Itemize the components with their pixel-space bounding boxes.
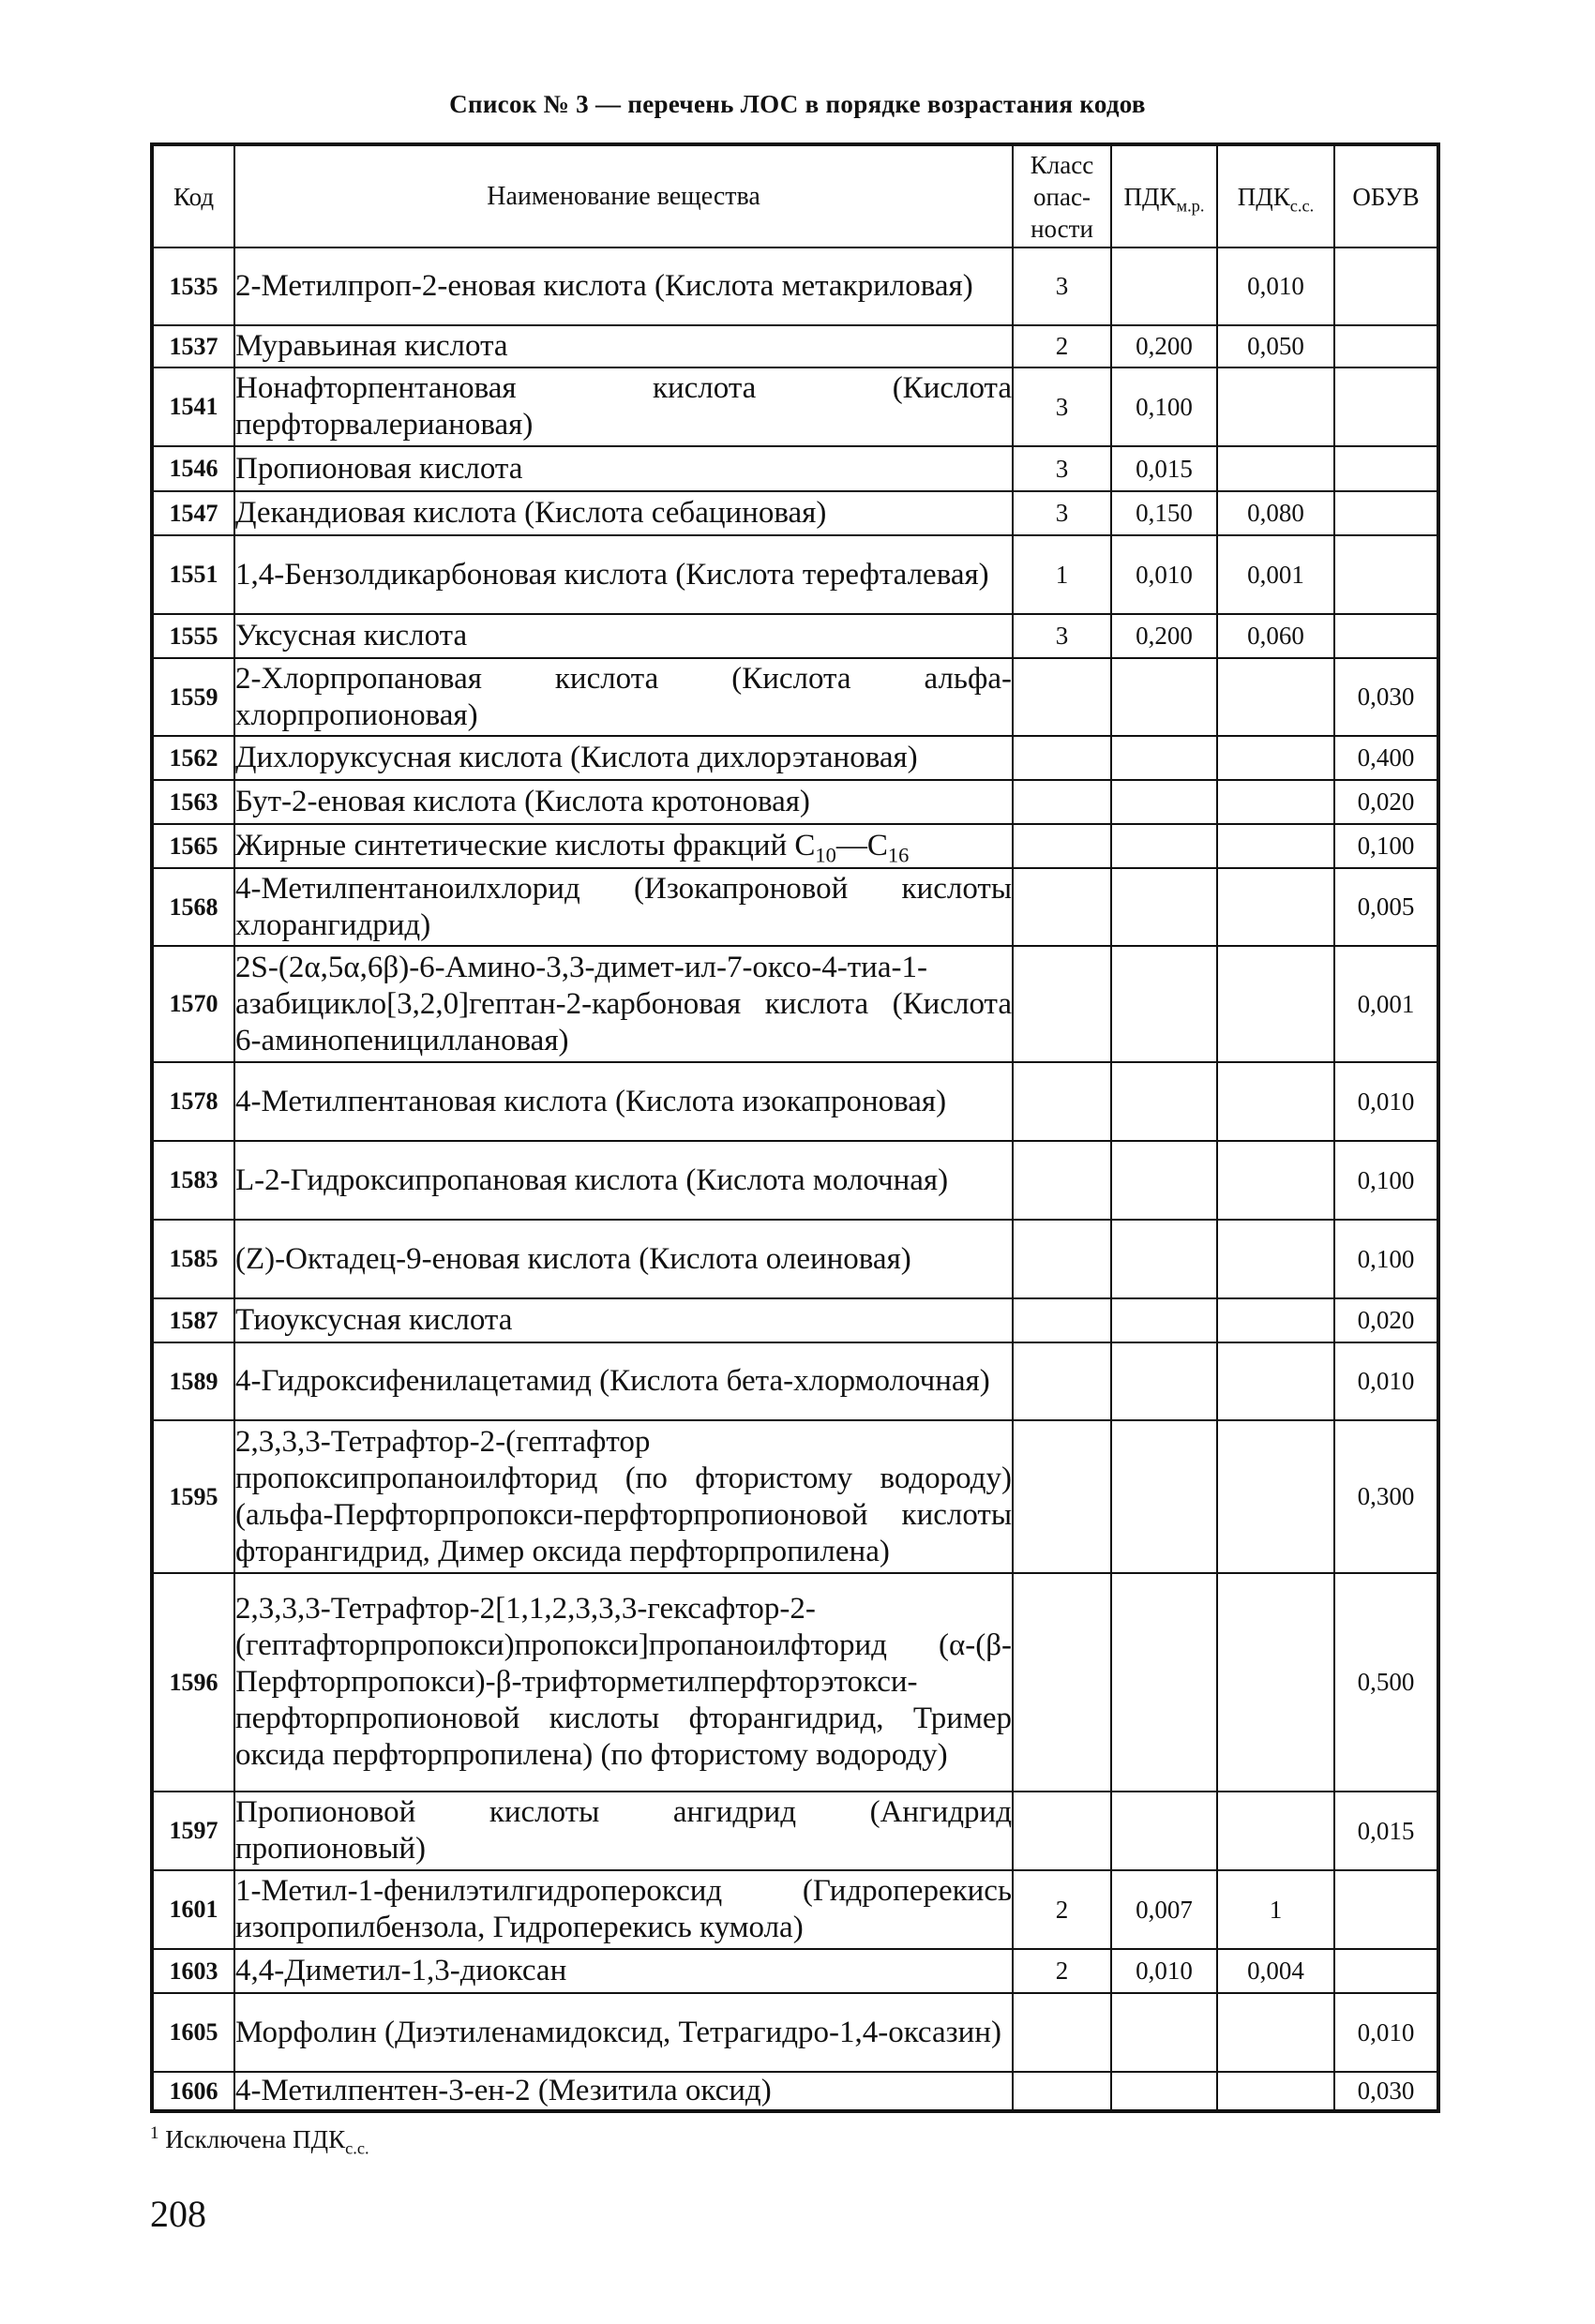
cell-code: 1578 — [152, 1062, 234, 1141]
table-row — [152, 446, 1438, 491]
cell-code: 1603 — [152, 1949, 234, 1993]
cell-pdk-ss — [1217, 446, 1334, 491]
cell-pdk-mr — [1111, 824, 1217, 868]
cell-pdk-mr — [1111, 1792, 1217, 1870]
cell-obuv: 0,010 — [1334, 1342, 1438, 1420]
cell-pdk-ss: 0,004 — [1217, 1949, 1334, 1993]
header-pdk-ss-sub: с.с. — [1289, 195, 1315, 215]
cell-class: 1 — [1013, 535, 1111, 614]
cell-obuv — [1334, 535, 1438, 614]
cell-name: Морфолин (Диэтиленамидоксид, Тетрагидро-1,4-оксазин) — [234, 1993, 1013, 2072]
table-row — [152, 1062, 1438, 1141]
cell-code: 1537 — [152, 325, 234, 367]
table-row — [152, 247, 1438, 325]
table-row — [152, 824, 1438, 868]
cell-name: 1,4-Бензолдикарбоновая кислота (Кислота терефталевая) — [234, 535, 1013, 614]
cell-pdk-ss — [1217, 780, 1334, 824]
cell-class — [1013, 1062, 1111, 1141]
cell-pdk-mr — [1111, 946, 1217, 1062]
cell-obuv — [1334, 446, 1438, 491]
cell-pdk-ss — [1217, 1220, 1334, 1298]
header-pdk-ss — [1217, 144, 1334, 247]
cell-pdk-ss: 1 — [1217, 1870, 1334, 1949]
cell-pdk-mr — [1111, 1342, 1217, 1420]
cell-code: 1596 — [152, 1573, 234, 1792]
table-row — [152, 736, 1438, 780]
cell-obuv — [1334, 325, 1438, 367]
table-row — [152, 1870, 1438, 1949]
cell-name-dash: —C — [835, 829, 888, 862]
cell-class: 3 — [1013, 491, 1111, 535]
cell-obuv: 0,100 — [1334, 1220, 1438, 1298]
cell-class: 3 — [1013, 247, 1111, 325]
cell-obuv — [1334, 367, 1438, 446]
cell-obuv: 0,020 — [1334, 780, 1438, 824]
cell-name: Муравьиная кислота — [234, 325, 1013, 367]
cell-name: Нонафторпентановая кислота (Кислота перфторвалериановая) — [234, 367, 1013, 446]
cell-pdk-ss: 0,010 — [1217, 247, 1334, 325]
cell-name: 2-Хлорпропановая кислота (Кислота альфа-хлорпропионовая) — [234, 658, 1013, 736]
cell-class — [1013, 824, 1111, 868]
table-row — [152, 1342, 1438, 1420]
cell-pdk-mr: 0,200 — [1111, 614, 1217, 658]
header-pdk-ss-base: ПДК — [1237, 182, 1290, 211]
header-class — [1013, 144, 1111, 247]
cell-pdk-mr: 0,015 — [1111, 446, 1217, 491]
cell-pdk-ss: 0,080 — [1217, 491, 1334, 535]
table-row — [152, 1949, 1438, 1993]
cell-code: 1547 — [152, 491, 234, 535]
cell-name: 4-Метилпентен-3-ен-2 (Мезитила оксид) — [234, 2072, 1013, 2111]
table-row — [152, 491, 1438, 535]
cell-class — [1013, 946, 1111, 1062]
header-class-line-2: опас- — [1033, 182, 1091, 211]
cell-pdk-mr — [1111, 736, 1217, 780]
table-row — [152, 1220, 1438, 1298]
cell-name: 4-Метилпентаноилхлорид (Изокапроновой кислоты хлорангидрид) — [234, 868, 1013, 946]
cell-pdk-ss — [1217, 1420, 1334, 1573]
header-name: Наименование вещества — [234, 144, 1013, 247]
cell-pdk-mr — [1111, 1573, 1217, 1792]
header-class-line-1: Класс — [1030, 150, 1094, 179]
cell-class: 3 — [1013, 614, 1111, 658]
cell-name: 4,4-Диметил-1,3-диоксан — [234, 1949, 1013, 1993]
cell-code: 1546 — [152, 446, 234, 491]
cell-class — [1013, 1298, 1111, 1342]
cell-class — [1013, 780, 1111, 824]
cell-name: 2-Метилпроп-2-еновая кислота (Кислота метакриловая) — [234, 247, 1013, 325]
cell-name: Дихлоруксусная кислота (Кислота дихлорэтановая) — [234, 736, 1013, 780]
cell-name: 2,3,3,3-Тетрафтор-2-(гептафтор пропоксипропаноилфторид (по фтористому водороду) (альфа-Перфторпропокси-перфторпропионовой кислоты фторангидрид, Димер оксида перфторпропилена) — [234, 1420, 1013, 1573]
cell-class: 3 — [1013, 446, 1111, 491]
table-row — [152, 1298, 1438, 1342]
cell-class — [1013, 1342, 1111, 1420]
cell-pdk-mr — [1111, 1420, 1217, 1573]
cell-obuv: 0,001 — [1334, 946, 1438, 1062]
cell-class — [1013, 736, 1111, 780]
cell-pdk-mr — [1111, 780, 1217, 824]
cell-pdk-ss: 0,001 — [1217, 535, 1334, 614]
cell-code: 1583 — [152, 1141, 234, 1220]
cell-name-sub-1: 10 — [815, 843, 836, 867]
cell-pdk-mr: 0,200 — [1111, 325, 1217, 367]
table-row — [152, 868, 1438, 946]
cell-code: 1605 — [152, 1993, 234, 2072]
cell-name: 4-Метилпентановая кислота (Кислота изокапроновая) — [234, 1062, 1013, 1141]
cell-code: 1559 — [152, 658, 234, 736]
cell-class — [1013, 1993, 1111, 2072]
cell-pdk-ss — [1217, 1342, 1334, 1420]
header-row — [152, 144, 1438, 247]
cell-code: 1570 — [152, 946, 234, 1062]
cell-name-text: Жирные синтетические кислоты фракций C — [235, 829, 816, 862]
cell-class — [1013, 1573, 1111, 1792]
cell-pdk-mr: 0,150 — [1111, 491, 1217, 535]
cell-obuv: 0,030 — [1334, 658, 1438, 736]
table-row — [152, 2072, 1438, 2111]
substance-table — [150, 142, 1440, 2113]
cell-name: 4-Гидроксифенилацетамид (Кислота бета-хлормолочная) — [234, 1342, 1013, 1420]
table-row — [152, 1141, 1438, 1220]
cell-name: Уксусная кислота — [234, 614, 1013, 658]
cell-pdk-ss — [1217, 868, 1334, 946]
cell-obuv: 0,400 — [1334, 736, 1438, 780]
cell-name: Пропионовой кислоты ангидрид (Ангидрид пропионовый) — [234, 1792, 1013, 1870]
cell-pdk-ss: 0,060 — [1217, 614, 1334, 658]
cell-name: Тиоуксусная кислота — [234, 1298, 1013, 1342]
cell-class — [1013, 658, 1111, 736]
cell-obuv: 0,015 — [1334, 1792, 1438, 1870]
table-row — [152, 1792, 1438, 1870]
cell-code: 1563 — [152, 780, 234, 824]
page-number: 208 — [150, 2193, 206, 2235]
cell-class — [1013, 2072, 1111, 2111]
cell-name-sub-2: 16 — [887, 843, 910, 867]
cell-name: 2S-(2α,5α,6β)-6-Амино-3,3-димет-ил-7-оксо-4-тиа-1-азабицикло[3,2,0]гептан-2-карбоновая кислота (Кислота 6-аминопенициллановая) — [234, 946, 1013, 1062]
cell-obuv: 0,005 — [1334, 868, 1438, 946]
cell-obuv — [1334, 1870, 1438, 1949]
cell-pdk-mr — [1111, 868, 1217, 946]
cell-obuv: 0,010 — [1334, 1062, 1438, 1141]
cell-obuv: 0,500 — [1334, 1573, 1438, 1792]
cell-class — [1013, 868, 1111, 946]
cell-obuv: 0,020 — [1334, 1298, 1438, 1342]
cell-class — [1013, 1220, 1111, 1298]
cell-pdk-ss — [1217, 1573, 1334, 1792]
cell-class: 2 — [1013, 1870, 1111, 1949]
cell-pdk-ss — [1217, 946, 1334, 1062]
cell-obuv: 0,300 — [1334, 1420, 1438, 1573]
cell-obuv: 0,030 — [1334, 2072, 1438, 2111]
header-pdk-mr-base: ПДК — [1123, 182, 1177, 211]
cell-name: 1-Метил-1-фенилэтилгидропероксид (Гидроперекись изопропилбензола, Гидроперекись кумола) — [234, 1870, 1013, 1949]
table-row — [152, 325, 1438, 367]
cell-code: 1589 — [152, 1342, 234, 1420]
cell-code: 1595 — [152, 1420, 234, 1573]
table-row — [152, 367, 1438, 446]
cell-pdk-mr — [1111, 1993, 1217, 2072]
table-row — [152, 780, 1438, 824]
footnote-mark: 1 — [150, 2123, 159, 2143]
cell-code: 1535 — [152, 247, 234, 325]
table-row — [152, 535, 1438, 614]
cell-obuv — [1334, 614, 1438, 658]
cell-class — [1013, 1141, 1111, 1220]
cell-code: 1601 — [152, 1870, 234, 1949]
cell-obuv — [1334, 247, 1438, 325]
cell-name: Декандиовая кислота (Кислота себациновая) — [234, 491, 1013, 535]
cell-pdk-ss — [1217, 658, 1334, 736]
cell-class — [1013, 1792, 1111, 1870]
cell-obuv: 0,010 — [1334, 1993, 1438, 2072]
cell-name — [234, 824, 1013, 868]
cell-pdk-ss — [1217, 736, 1334, 780]
cell-code: 1562 — [152, 736, 234, 780]
cell-pdk-mr — [1111, 1298, 1217, 1342]
cell-code: 1551 — [152, 535, 234, 614]
cell-class: 2 — [1013, 325, 1111, 367]
footnote-text: Исключена ПДК — [165, 2125, 346, 2153]
cell-pdk-ss — [1217, 1298, 1334, 1342]
cell-name: Бут-2-еновая кислота (Кислота кротоновая) — [234, 780, 1013, 824]
cell-pdk-mr — [1111, 1220, 1217, 1298]
cell-class — [1013, 1420, 1111, 1573]
cell-pdk-ss: 0,050 — [1217, 325, 1334, 367]
cell-pdk-ss — [1217, 824, 1334, 868]
header-class-line-3: ности — [1031, 214, 1093, 243]
cell-code: 1568 — [152, 868, 234, 946]
table-row — [152, 1573, 1438, 1792]
cell-pdk-ss — [1217, 1792, 1334, 1870]
cell-pdk-mr: 0,007 — [1111, 1870, 1217, 1949]
cell-obuv — [1334, 491, 1438, 535]
table-row — [152, 946, 1438, 1062]
header-pdk-mr-sub: м.р. — [1176, 195, 1205, 215]
table-row — [152, 614, 1438, 658]
cell-obuv — [1334, 1949, 1438, 1993]
cell-pdk-mr: 0,100 — [1111, 367, 1217, 446]
table-row — [152, 1993, 1438, 2072]
cell-pdk-mr — [1111, 1062, 1217, 1141]
cell-code: 1585 — [152, 1220, 234, 1298]
cell-obuv: 0,100 — [1334, 1141, 1438, 1220]
cell-code: 1565 — [152, 824, 234, 868]
cell-name: 2,3,3,3-Тетрафтор-2[1,1,2,3,3,3-гексафтор-2-(гептафторпропокси)пропокси]пропаноилфторид (α-(β-Перфторпропокси)-β-трифторметилперфторэтокси-перфторпропионовой кислоты фторангидрид, Тример оксида перфторпропилена) (по фтористому водороду) — [234, 1573, 1013, 1792]
cell-pdk-ss — [1217, 1062, 1334, 1141]
footnote — [150, 2123, 369, 2158]
cell-class: 2 — [1013, 1949, 1111, 1993]
cell-code: 1555 — [152, 614, 234, 658]
cell-pdk-mr — [1111, 658, 1217, 736]
table-row — [152, 658, 1438, 736]
cell-name: L-2-Гидроксипропановая кислота (Кислота молочная) — [234, 1141, 1013, 1220]
cell-pdk-ss — [1217, 1141, 1334, 1220]
cell-code: 1587 — [152, 1298, 234, 1342]
cell-pdk-mr — [1111, 2072, 1217, 2111]
cell-pdk-mr — [1111, 247, 1217, 325]
page-title: Список № 3 — перечень ЛОС в порядке возрастания кодов — [449, 90, 1146, 118]
cell-pdk-ss — [1217, 367, 1334, 446]
cell-pdk-mr: 0,010 — [1111, 1949, 1217, 1993]
cell-code: 1606 — [152, 2072, 234, 2111]
cell-pdk-mr: 0,010 — [1111, 535, 1217, 614]
cell-name: Пропионовая кислота — [234, 446, 1013, 491]
header-code: Код — [152, 144, 234, 247]
cell-pdk-ss — [1217, 2072, 1334, 2111]
cell-code: 1597 — [152, 1792, 234, 1870]
table-row — [152, 1420, 1438, 1573]
header-pdk-mr — [1111, 144, 1217, 247]
cell-pdk-ss — [1217, 1993, 1334, 2072]
footnote-sub: с.с. — [345, 2138, 369, 2158]
cell-pdk-mr — [1111, 1141, 1217, 1220]
cell-name: (Z)-Октадец-9-еновая кислота (Кислота олеиновая) — [234, 1220, 1013, 1298]
cell-obuv: 0,100 — [1334, 824, 1438, 868]
header-obuv: ОБУВ — [1334, 144, 1438, 247]
cell-code: 1541 — [152, 367, 234, 446]
cell-class: 3 — [1013, 367, 1111, 446]
